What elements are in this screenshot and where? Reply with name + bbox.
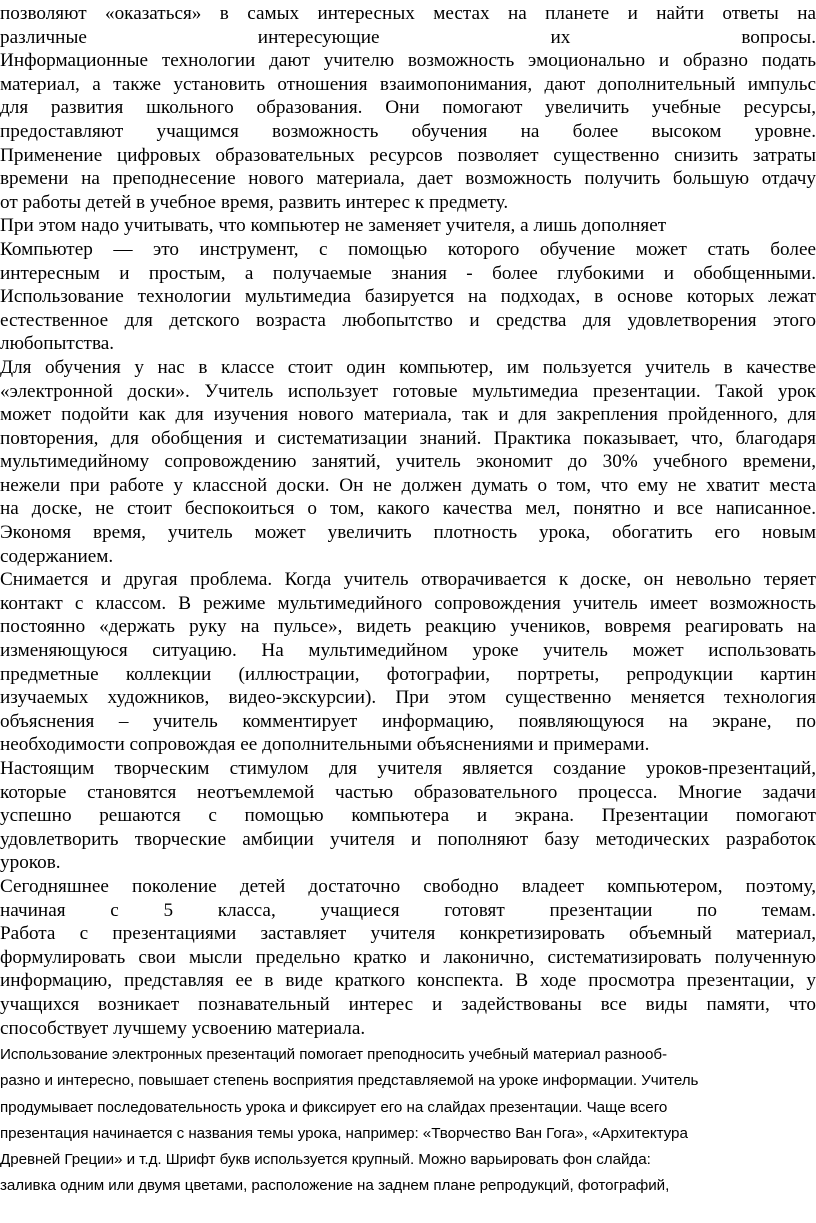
text-line: Снимается и другая проблема. Когда учитель отворачивается к доске, он невольно теряет [0,569,816,591]
text-line: Использование электронных презентаций помогает преподносить учебный материал разнооб- [0,1046,668,1064]
text-line: времени на преподнесение нового материала, дает возможность получить большую отдачу [0,168,816,190]
text-line: заливка одним или двумя цветами, расположение на заднем плане репродукций, фотографий, [0,1177,670,1195]
text-line: может подойти как для изучения нового материала, так и для закрепления пройденного, для [0,404,816,426]
text-line: Настоящим творческим стимулом для учителя является создание уроков-презентаций, [0,758,816,779]
text-line: на доске, не стоит беспокоиться о том, какого качества мел, понятно и все написанное. [0,498,816,520]
text-line: контакт с классом. В режиме мультимедийного сопровождения учитель имеет возможность [0,592,816,614]
paragraph-2 [0,49,816,214]
text-line: «электронной доски». Учитель использует готовые мультимедиа презентации. Такой урок [0,380,816,402]
text-line: необходимости сопровождая ее дополнительными объяснениями и примерами. [0,734,650,756]
paragraph-7 [0,757,816,875]
text-line: Использование технологии мультимедиа базируется на подходах, в основе которых лежат [0,286,816,308]
text-line: удовлетворить творческие амбиции учителя и пополняют базу методических разработок [0,828,816,850]
text-line: изменяющуюся ситуацию. На мультимедийном уроке учитель может использовать [0,640,816,662]
text-line: информацию, представляя ее в виде краткого конспекта. В ходе просмотра презентации, у [0,970,816,992]
text-line: объяснения – учитель комментирует информацию, появляющуюся на экране, по [0,710,816,732]
paragraph-3 [0,214,816,238]
text-line: повторения, для обобщения и систематизации знаний. Практика показывает, что, благодаря [0,427,816,449]
text-line: начиная с 5 класса, учащиеся готовят презентации по темам. [0,899,816,921]
text-line: разно и интересно, повышает степень восприятия представляемой на уроке информации. Учитель [0,1072,699,1090]
paragraph-4 [0,238,816,356]
text-line: продумывает последовательность урока и фиксирует его на слайдах презентации. Чаще всего [0,1098,668,1116]
text-line: от работы детей в учебное время, развить интерес к предмету. [0,191,509,213]
serif-text-block [0,2,816,1040]
text-line: которые становятся неотъемлемой частью образовательного процесса. Многие задачи [0,781,816,803]
text-line: Информационные технологии дают учителю возможность эмоционально и образно подать [0,50,816,72]
paragraph-6 [0,568,816,757]
text-line: различные интересующие их вопросы. [0,26,816,48]
text-line: Древней Греции» и т.д. Шрифт букв используется крупный. Можно варьировать фон слайда: [0,1150,651,1168]
text-line: уроков. [0,852,61,874]
text-line: Применение цифровых образовательных ресурсов позволяет существенно снизить затраты [0,144,816,166]
text-line: нежели при работе у классной доски. Он не должен думать о том, что ему не хватит места [0,474,816,496]
text-line: формулировать свои мысли предельно кратко и лаконично, систематизировать полученную [0,946,816,968]
text-line: При этом надо учитывать, что компьютер не заменяет учителя, а лишь дополняет [0,215,667,237]
text-line: учащихся возникает познавательный интерес и задействованы все виды памяти, что [0,993,816,1015]
paragraph-8 [0,875,816,1040]
text-line: предметные коллекции (иллюстрации, фотографии, портреты, репродукции картин [0,663,816,685]
paragraph-9 [0,1042,816,1199]
sans-text-block [0,1042,816,1199]
text-line: успешно решаются с помощью компьютера и экрана. Презентации помогают [0,805,816,827]
text-line: способствует лучшему усвоению материала. [0,1017,366,1039]
paragraph-5 [0,356,816,568]
text-line: предоставляют учащимся возможность обучения на более высоком уровне. [0,120,816,142]
text-line: Компьютер — это инструмент, с помощью которого обучение может стать более [0,238,816,260]
text-line: Для обучения у нас в классе стоит один компьютер, им пользуется учитель в качестве [0,356,816,378]
text-line: любопытства. [0,333,115,355]
text-line: мультимедийному сопровождению занятий, учитель экономит до 30% учебного времени, [0,451,816,473]
text-line: Экономя время, учитель может увеличить плотность урока, обогатить его новым [0,522,816,544]
text-line: постоянно «держать руку на пульсе», видеть реакцию учеников, вовремя реагировать на [0,616,816,638]
text-line: содержанием. [0,545,114,567]
text-line: для развития школьного образования. Они помогают увеличить учебные ресурсы, [0,97,816,119]
text-line: интересным и простым, а получаемые знания - более глубокими и обобщенными. [0,262,816,284]
paragraph-1 [0,2,816,49]
text-line: изучаемых художников, видео-экскурсии). При этом существенно меняется технология [0,687,816,709]
text-line: Работа с презентациями заставляет учителя конкретизировать объемный материал, [0,923,816,945]
text-line: естественное для детского возраста любопытство и средства для удовлетворения этого [0,309,816,331]
text-line: позволяют «оказаться» в самых интересных местах на планете и найти ответы на [0,3,816,24]
text-line: Сегодняшнее поколение детей достаточно свободно владеет компьютером, поэтому, [0,875,816,897]
text-line: презентация начинается с названия темы урока, например: «Творчество Ван Гога», «Архитектура [0,1124,688,1142]
text-line: материал, а также установить отношения взаимопонимания, дают дополнительный импульс [0,73,816,95]
